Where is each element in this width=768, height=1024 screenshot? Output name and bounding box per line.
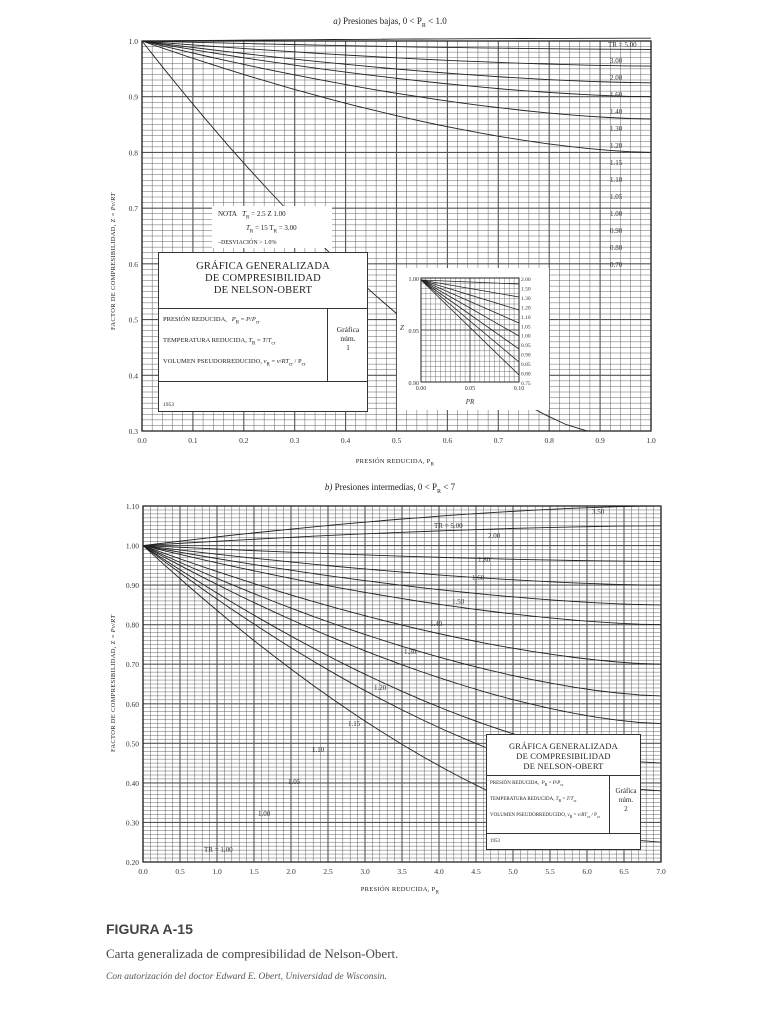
x-tick-label: 3.5	[397, 867, 407, 876]
b-f-pr-den: P	[557, 781, 561, 786]
b-def-temperature: TEMPERATURA REDUCIDA,	[490, 797, 555, 802]
inset-y-tick: 0.90	[408, 381, 419, 387]
f-vr-num: v	[276, 358, 280, 365]
x-tick-label: 2.5	[323, 867, 333, 876]
f-vr-den: RT	[281, 358, 290, 365]
nota-label: NOTA	[218, 210, 237, 218]
b-f-vr-den2: / P	[590, 813, 597, 818]
chart-a-nota-box	[212, 206, 332, 248]
b-panel-graph-label	[611, 787, 641, 814]
x-tick-label: 0.1	[188, 436, 198, 445]
chart-a-xlabel	[300, 458, 490, 467]
curve-label-top: TR = 5.00	[434, 522, 463, 530]
curve-label: 1.10	[312, 746, 325, 754]
curve-label: 3.00	[610, 57, 623, 65]
f-vr-den-sub: cr	[289, 362, 293, 368]
nota-line1: = 2.5 Z 1.00	[249, 210, 286, 218]
curve-label: 1.60	[610, 91, 623, 99]
x-tick-label: 0.0	[138, 867, 148, 876]
curve-label: 1.05	[610, 193, 623, 201]
b-f-pr-den-sub: cr	[560, 782, 564, 787]
panel-year: 1953	[163, 402, 174, 408]
f-pr-num: P	[246, 316, 251, 323]
b-panel-title-line3: DE NELSON-OBERT	[523, 761, 604, 771]
inset-right-label: 1.30	[521, 295, 531, 302]
f-pr-den: P	[251, 316, 256, 323]
y-tick-label: 1.00	[125, 541, 139, 551]
f-vr-eq: =	[269, 358, 277, 365]
y-tick-label: 1.10	[125, 502, 139, 511]
y-tick-label: 0.50	[125, 739, 139, 749]
curve-label-bottom: TR = 1.00	[204, 846, 233, 854]
x-tick-label: 0.0	[137, 436, 147, 445]
y-tick-label: 1.0	[128, 37, 138, 46]
x-tick-label: 4.5	[471, 867, 481, 876]
b-f-vr-den-sub: cr	[587, 814, 591, 819]
curve-label: 0.70	[610, 261, 623, 269]
b-f-vr-eq: =	[572, 813, 578, 818]
b-graph-label-1: Gráfica	[615, 787, 637, 795]
b-f-pr: P	[541, 781, 545, 786]
y-tick-label: 0.70	[125, 660, 139, 670]
x-tick-label: 0.8	[544, 436, 554, 445]
f-pr-den-sub: cr	[255, 320, 260, 326]
inset-y-tick: 1.00	[408, 277, 419, 283]
curve-label: 1.00	[610, 210, 623, 218]
chart-a-panel-title	[159, 253, 367, 307]
chart-b-xlabel	[305, 886, 495, 895]
panel-divider-h	[159, 308, 367, 309]
y-tick-label: 0.7	[128, 204, 138, 214]
y-tick-label: 0.20	[125, 858, 139, 867]
b-panel-divider-h2	[487, 833, 640, 834]
inset-right-label: 0.90	[521, 352, 531, 359]
x-tick-label: 6.5	[619, 867, 629, 876]
inset-right-label: 1.20	[521, 305, 531, 312]
inset-y-tick: 0.95	[408, 329, 419, 335]
curve-label: 0.90	[610, 227, 623, 235]
b-f-tr-den-sub: cr	[573, 798, 577, 803]
y-tick-label: 0.40	[125, 778, 139, 788]
nota-line2: = 15 T	[253, 224, 274, 233]
y-tick-label: 0.4	[128, 371, 138, 381]
x-tick-label: 0.7	[493, 436, 503, 445]
curve-label: 3.50	[592, 508, 605, 516]
b-graph-label-3: 2	[624, 805, 628, 813]
x-tick-label: 2.0	[286, 867, 296, 876]
b-f-tr-den: T	[570, 797, 574, 802]
panel-graph-label	[329, 325, 367, 352]
y-tick-label: 0.60	[125, 699, 139, 709]
chart-b-title-suffix: < 7	[441, 482, 456, 492]
f-tr-num: T	[262, 337, 266, 344]
x-tick-label: 0.5	[391, 436, 402, 445]
inset-ylabel: Z	[400, 324, 404, 332]
inset-x-tick: 0.05	[464, 386, 476, 392]
x-tick-label: 0.2	[239, 436, 249, 445]
curve-label: 1.40	[610, 108, 623, 116]
curve-label: 1.10	[610, 176, 623, 184]
figure-credit: Con autorización del doctor Edward E. Obert, Universidad de Wisconsin.	[106, 972, 387, 982]
chart-a-title-sub: R	[421, 22, 426, 29]
b-graph-label-2: núm.	[618, 796, 634, 804]
inset-right-label: 0.80	[521, 371, 531, 378]
x-tick-label: 6.0	[582, 867, 592, 876]
x-tick-label: 1.5	[249, 867, 259, 876]
f-tr-den: T	[267, 337, 272, 344]
inset-right-label: 0.75	[521, 381, 531, 387]
chart-b-title-text: Presiones intermedias, 0 < P	[334, 482, 437, 492]
chart-a-ylabel: FACTOR DE COMPRESIBILIDAD, Z = Pv/RT	[110, 192, 117, 330]
chart-b-ylabel: FACTOR DE COMPRESIBILIDAD, Z = Pv/RT	[110, 614, 117, 752]
b-f-vr-den2-sub: cr	[596, 814, 600, 819]
curve-label: 2.00	[488, 532, 501, 540]
panel-defs: PRESIÓN REDUCIDA, $P_R = P/P_{cr}$ TEMPERATURA REDUCIDA, $T_R = T/T_{cr}$ VOLUMEN PSEUDORREDUCIDO, $v_R = v/RT_{cr} / P_{cr}$	[163, 316, 306, 368]
f-pr-eq: =	[239, 316, 247, 323]
x-tick-label: 0.6	[442, 436, 453, 445]
curve-label: 1.00	[258, 810, 271, 818]
b-panel-divider-h	[487, 775, 640, 776]
curve-label: 1.50	[452, 598, 465, 606]
b-f-vr-num: v	[577, 813, 580, 818]
inset-right-label: 2.00	[521, 277, 531, 283]
graph-label-1: Gráfica	[336, 325, 360, 334]
y-tick-label: 0.90	[125, 581, 139, 591]
curve-label: 1.30	[404, 648, 417, 656]
f-tr-den-sub: cr	[271, 341, 276, 347]
inset-x-tick: 0.00	[415, 386, 427, 392]
b-f-vr: v	[567, 813, 570, 818]
chart-b-xlabel-sub: R	[435, 890, 440, 896]
inset-xlabel: PR	[465, 398, 475, 406]
b-panel-title-line1: GRÁFICA GENERALIZADA	[508, 741, 619, 751]
x-tick-label: 1.0	[646, 436, 656, 445]
curve-label: 1.20	[610, 142, 623, 150]
f-tr: T	[248, 337, 253, 344]
chart-b-panel-title	[487, 735, 640, 773]
curve-label: 1.15	[610, 159, 623, 167]
f-tr-sub: R	[252, 341, 256, 347]
b-f-tr-eq: =	[561, 797, 567, 802]
def-temperature: TEMPERATURA REDUCIDA,	[163, 337, 247, 344]
x-tick-label: 0.9	[595, 436, 605, 445]
curve-label-tr: TR = 5.00	[608, 41, 637, 49]
chart-a-title-suffix: < 1.0	[425, 16, 447, 26]
chart-b-info-panel	[486, 734, 641, 850]
x-tick-label: 0.4	[340, 436, 351, 445]
nota-r: R	[246, 215, 250, 221]
x-tick-label: 7.0	[656, 867, 666, 876]
b-f-tr: T	[555, 797, 559, 802]
nota-r2: R	[249, 229, 254, 235]
x-tick-label: 5.0	[508, 867, 518, 876]
y-tick-label: 0.30	[125, 818, 139, 828]
chart-a-xlabel-text: PRESIÓN REDUCIDA, P	[355, 458, 431, 465]
f-vr-den2-sub: cr	[301, 362, 306, 368]
chart-b-title	[290, 482, 490, 495]
chart-b-title-prefix: b)	[324, 482, 333, 492]
x-tick-label: 0.3	[290, 436, 300, 445]
b-f-vr-sub: R	[569, 814, 573, 819]
f-pr: P	[231, 316, 236, 323]
nota-line2b: = 3.00	[276, 224, 297, 233]
def-volume: VOLUMEN PSEUDORREDUCIDO,	[163, 358, 262, 365]
b-def-pressure: PRESIÓN REDUCIDA,	[490, 781, 540, 786]
y-tick-label: 0.80	[125, 620, 139, 630]
panel-title-line3: DE NELSON-OBERT	[213, 285, 313, 296]
chart-b-title-sub: R	[436, 488, 441, 495]
x-tick-label: 5.5	[545, 867, 555, 876]
f-vr-den2: / P	[292, 358, 302, 365]
b-f-vr-den: RT	[581, 813, 588, 818]
graph-label-2: núm.	[340, 334, 356, 343]
chart-a-title-text: Presiones bajas, 0 < P	[343, 16, 422, 26]
chart-a-title	[290, 16, 490, 29]
inset-right-label: 1.50	[521, 286, 531, 293]
b-f-pr-num: P	[552, 781, 556, 786]
f-pr-sub: R	[235, 320, 240, 326]
inset-right-label: 0.85	[521, 362, 531, 369]
curve-label: 1.15	[348, 720, 361, 728]
x-tick-label: 4.0	[434, 867, 444, 876]
inset-right-label: 1.10	[521, 314, 531, 321]
b-panel-defs: PRESIÓN REDUCIDA, $P_R = P/P_{cr}$ TEMPERATURA REDUCIDA, $T_R = T/T_{cr}$ VOLUMEN PSEUDORREDUCIDO, $v_R = v/RT_{cr} / P_{cr}$	[490, 781, 600, 819]
chart-a-inset	[397, 268, 549, 410]
y-tick-label: 0.9	[128, 92, 138, 102]
panel-title-line2: DE COMPRESIBILIDAD	[205, 273, 321, 284]
inset-right-label: 1.05	[521, 324, 531, 331]
curve-label: 1.60	[472, 574, 485, 582]
nota-r3: R	[273, 229, 277, 235]
figure-number: FIGURA A-15	[106, 921, 193, 937]
curve-label: 1.80	[478, 556, 491, 564]
curve-label: 1.40	[430, 620, 443, 628]
f-vr-sub: R	[266, 362, 270, 368]
nota-t: T	[242, 210, 247, 218]
x-tick-label: 3.0	[360, 867, 370, 876]
curve-label: 1.30	[610, 125, 623, 133]
inset-x-tick: 0.10	[513, 386, 525, 392]
inset-right-label: 0.95	[521, 343, 531, 350]
y-tick-label: 0.5	[128, 315, 138, 325]
curve-label: 2.00	[610, 74, 623, 82]
b-panel-title-line2: DE COMPRESIBILIDAD	[516, 751, 611, 761]
b-f-pr-eq: =	[547, 781, 553, 786]
curve-label: 1.05	[288, 778, 301, 786]
y-tick-label: 0.8	[128, 148, 138, 158]
b-f-tr-num: T	[566, 797, 570, 802]
graph-label-3: 1	[346, 343, 350, 352]
inset-right-label: 1.00	[521, 333, 531, 340]
curve-label: 1.20	[374, 684, 387, 692]
nota-deviation: –DESVIACIÓN > 1.0%	[218, 239, 277, 246]
chart-b-xlabel-text: PRESIÓN REDUCIDA, P	[360, 886, 436, 893]
chart-a-title-prefix: a)	[333, 16, 341, 26]
b-panel-year: 1953	[490, 839, 500, 844]
panel-title-line1: GRÁFICA GENERALIZADA	[196, 261, 330, 272]
b-f-pr-sub: R	[544, 782, 548, 787]
nota-t2: T	[246, 224, 250, 233]
y-tick-label: 0.6	[128, 259, 138, 269]
f-tr-eq: =	[255, 337, 263, 344]
def-pressure: PRESIÓN REDUCIDA,	[163, 316, 227, 323]
y-tick-label: 0.3	[128, 427, 138, 436]
panel-divider-h2	[159, 381, 367, 382]
x-tick-label: 1.0	[212, 867, 222, 876]
b-f-tr-sub: R	[558, 798, 562, 803]
curve-label: 0.80	[610, 244, 623, 252]
chart-a-info-panel	[158, 252, 368, 412]
f-vr: v	[263, 358, 267, 365]
x-tick-label: 0.5	[175, 867, 185, 876]
b-def-volume: VOLUMEN PSEUDORREDUCIDO,	[490, 813, 567, 818]
figure-caption: Carta generalizada de compresibilidad de Nelson-Obert.	[106, 946, 399, 961]
chart-a-xlabel-sub: R	[430, 462, 435, 468]
